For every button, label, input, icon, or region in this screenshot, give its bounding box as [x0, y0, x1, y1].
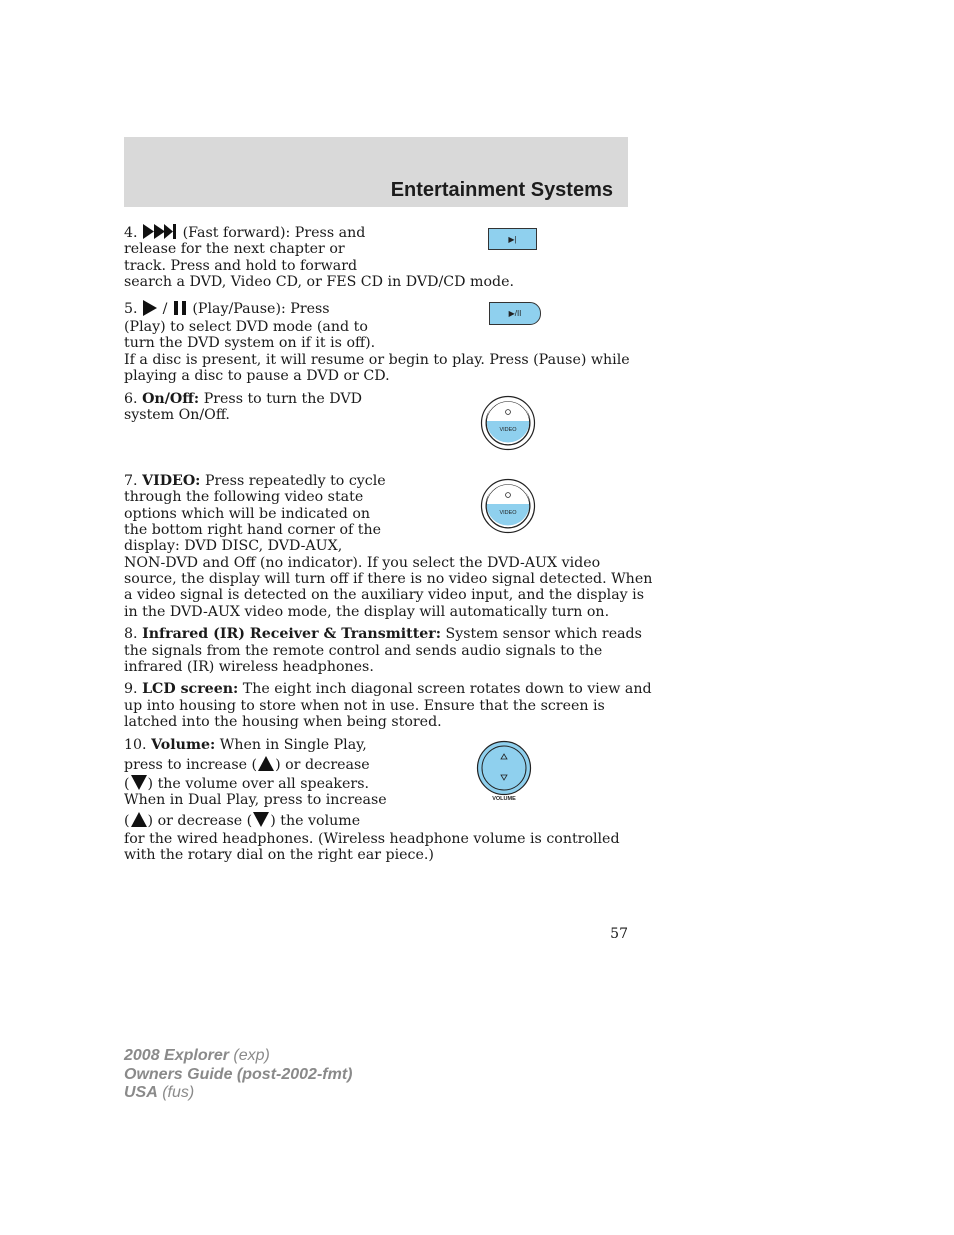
item-text: The eight inch diagonal screen rotates down to view and — [242, 681, 652, 697]
item-text: (Fast forward): Press and — [182, 225, 366, 241]
knob-label: VOLUME — [492, 796, 516, 802]
video-knob-figure-onoff — [480, 395, 536, 455]
text-line: in the DVD-AUX video mode, the display will automatically turn on. — [124, 604, 610, 620]
footer-code: (fus) — [157, 1084, 195, 1101]
knob-label: VIDEO — [499, 510, 517, 516]
play-icon — [142, 300, 158, 321]
text-line: up into housing to store when not in use. Ensure that the screen is — [124, 698, 605, 714]
text-line: release for the next chapter or — [124, 241, 345, 257]
text-fragment: ) or decrease ( — [147, 813, 253, 829]
text-line: for the wired headphones. (Wireless headphone volume is controlled — [124, 831, 620, 847]
item-number: 4. — [124, 225, 138, 241]
section-header — [124, 137, 628, 207]
slash: / — [162, 301, 168, 317]
section-title: Entertainment Systems — [390, 179, 613, 201]
footer-line — [124, 1066, 352, 1085]
footer-code: (exp) — [228, 1047, 270, 1064]
text-line: latched into the housing when being stored. — [124, 714, 442, 730]
item-video — [124, 473, 386, 490]
text-line: options which will be indicated on — [124, 506, 371, 522]
text-line: turn the DVD system on if it is off). — [124, 335, 376, 351]
text-line: (Play) to select DVD mode (and to — [124, 319, 368, 335]
text-fragment: ( — [124, 776, 130, 792]
item-title: VIDEO: — [142, 473, 201, 489]
fast-forward-button-figure — [488, 228, 537, 250]
pause-icon — [172, 300, 188, 321]
text-line: source, the display will turn off if there is no video signal detected. When — [124, 571, 653, 587]
item-number: 7. — [124, 473, 138, 489]
text-line: When in Dual Play, press to increase — [124, 792, 387, 808]
volume-knob-figure — [476, 740, 532, 800]
item-on-off — [124, 391, 362, 408]
text-line: search a DVD, Video CD, or FES CD in DVD/CD mode. — [124, 274, 514, 290]
item-title: On/Off: — [142, 391, 200, 407]
text-fragment: press to increase ( — [124, 757, 258, 773]
volume-down-arrow-icon — [252, 811, 270, 833]
item-text: When in Single Play, — [219, 737, 367, 753]
text-line: display: DVD DISC, DVD-AUX, — [124, 538, 343, 554]
footer-line — [124, 1084, 352, 1103]
text-line: through the following video state — [124, 489, 364, 505]
text-line: the signals from the remote control and sends audio signals to the — [124, 643, 603, 659]
footer-line — [124, 1047, 352, 1066]
item-number: 6. — [124, 391, 138, 407]
text-line — [124, 811, 360, 833]
item-text: Press to turn the DVD — [203, 391, 362, 407]
text-line: NON-DVD and Off (no indicator). If you select the DVD-AUX video — [124, 555, 601, 571]
item-text: Press repeatedly to cycle — [204, 473, 386, 489]
item-text: System sensor which reads — [445, 626, 642, 642]
text-fragment: ) the volume — [270, 813, 361, 829]
text-line: the bottom right hand corner of the — [124, 522, 381, 538]
item-number: 5. — [124, 301, 138, 317]
text-fragment: ) the volume over all speakers. — [147, 776, 369, 792]
text-fragment: ) or decrease — [275, 757, 370, 773]
text-line: track. Press and hold to forward — [124, 258, 358, 274]
item-lcd-screen — [124, 681, 652, 698]
item-title: Infrared (IR) Receiver & Transmitter: — [142, 626, 441, 642]
play-pause-button-figure — [489, 302, 541, 325]
item-ir-receiver — [124, 626, 642, 643]
item-title: LCD screen: — [142, 681, 239, 697]
footer-market: USA — [124, 1084, 158, 1101]
video-knob-figure — [480, 478, 536, 538]
knob-label: VIDEO — [499, 427, 517, 433]
text-line: a video signal is detected on the auxiliary video input, and the display is — [124, 587, 644, 603]
text-line: playing a disc to pause a DVD or CD. — [124, 368, 390, 384]
button-figure-label: ▶| — [508, 234, 517, 244]
text-line: with the rotary dial on the right ear piece.) — [124, 847, 434, 863]
button-figure-label: ▶/II — [508, 309, 522, 318]
volume-up-arrow-icon — [130, 811, 148, 833]
document-footer — [124, 1047, 352, 1103]
item-number: 8. — [124, 626, 138, 642]
item-title: Volume: — [151, 737, 216, 753]
footer-guide: Owners Guide (post-2002-fmt) — [124, 1065, 353, 1083]
item-text: (Play/Pause): Press — [192, 301, 330, 317]
item-play-pause — [124, 300, 330, 321]
item-number: 9. — [124, 681, 138, 697]
text-line: system On/Off. — [124, 407, 230, 423]
page-number: 57 — [610, 926, 628, 942]
text-fragment: ( — [124, 813, 130, 829]
text-line: If a disc is present, it will resume or begin to play. Press (Pause) while — [124, 352, 630, 368]
item-volume — [124, 737, 367, 754]
item-number: 10. — [124, 737, 147, 753]
footer-model: 2008 Explorer — [124, 1047, 229, 1064]
text-line: infrared (IR) wireless headphones. — [124, 659, 374, 675]
